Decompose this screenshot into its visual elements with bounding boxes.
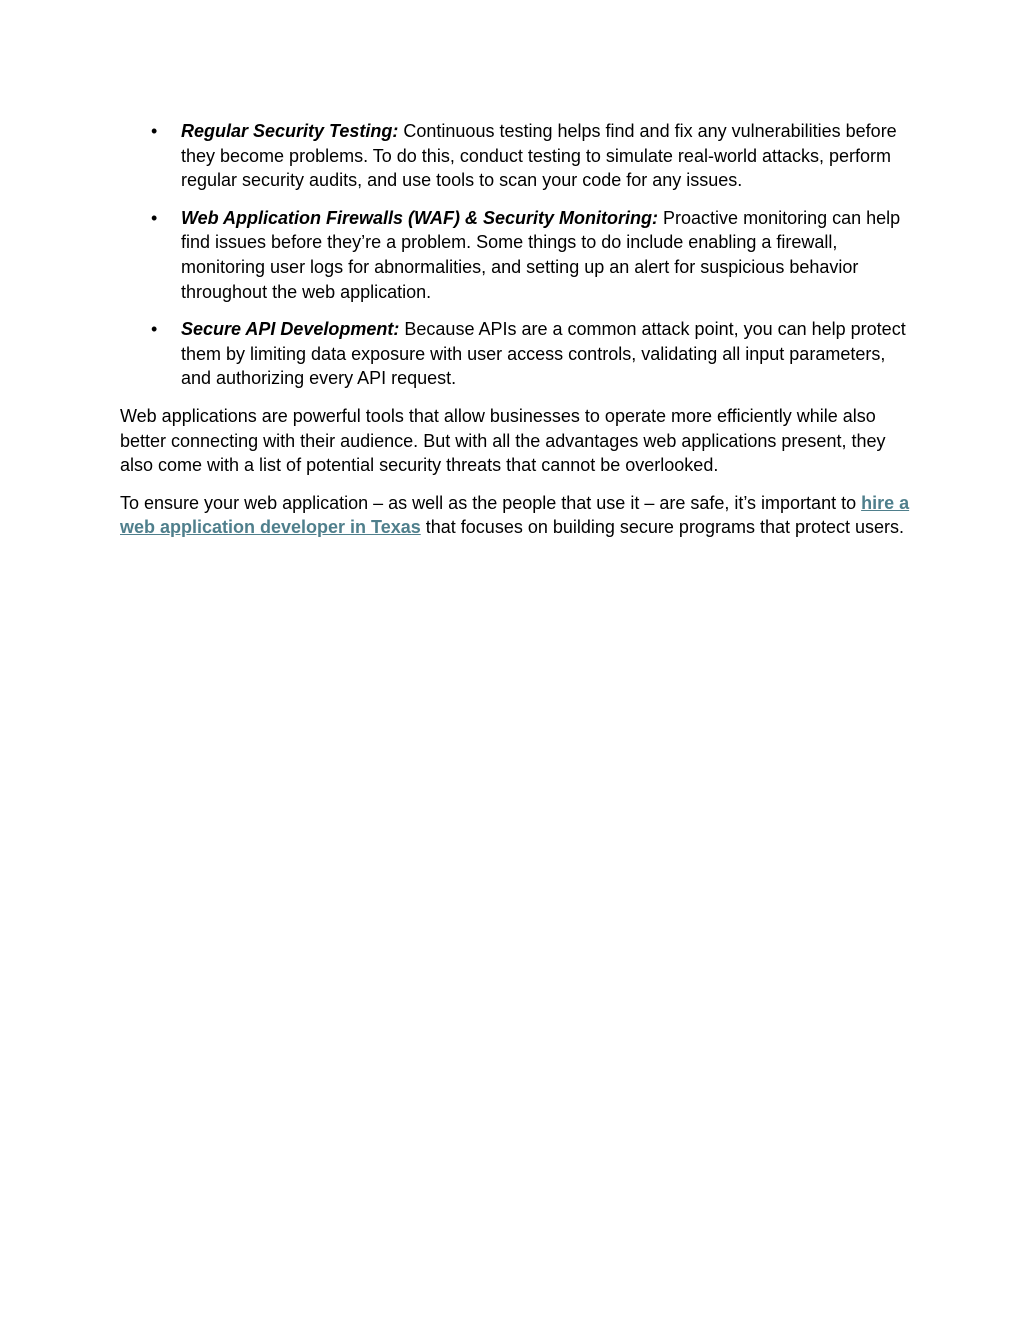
bullet-list	[120, 119, 910, 391]
bullet-icon: •	[151, 121, 158, 141]
paragraph-text-before: To ensure your web application – as well as the people that use it – are safe, it’s important to	[120, 492, 862, 513]
paragraph-hire-developer	[120, 491, 910, 540]
bullet-lead: Secure API Development:	[181, 319, 400, 340]
list-item	[120, 317, 910, 391]
list-item	[120, 119, 910, 193]
list-item	[120, 206, 910, 304]
bullet-icon: •	[151, 207, 158, 228]
hire-developer-link[interactable]: hire a web application developer in Texas	[120, 492, 910, 538]
paragraph-text-after: that focuses on building secure programs that protect users.	[420, 517, 905, 538]
bullet-text: Proactive monitoring can help find issues before they’re a problem. Some things to do include enabling a firewall, monitoring user logs for abnormalities, and setting up an alert for suspicious behavior throughout the web application.	[181, 207, 901, 302]
bullet-icon: •	[151, 319, 158, 340]
document-page	[120, 119, 910, 553]
bullet-lead: Web Application Firewalls (WAF) & Security Monitoring:	[181, 207, 659, 228]
paragraph-web-applications: Web applications are powerful tools that allow businesses to operate more efficiently while also better connecting with their audience. But with all the advantages web applications present, they also come with a list of potential security threats that cannot be overlooked.	[120, 405, 886, 476]
bullet-lead: Regular Security Testing:	[181, 121, 399, 141]
bullet-text: Because APIs are a common attack point, you can help protect them by limiting data exposure with user access controls, validating all input parameters, and authorizing every API request.	[181, 319, 906, 389]
bullet-text: Continuous testing helps find and fix any vulnerabilities before they become problems. To do this, conduct testing to simulate real-world attacks, perform regular security audits, and use tools to scan your code for any issues.	[181, 121, 897, 191]
